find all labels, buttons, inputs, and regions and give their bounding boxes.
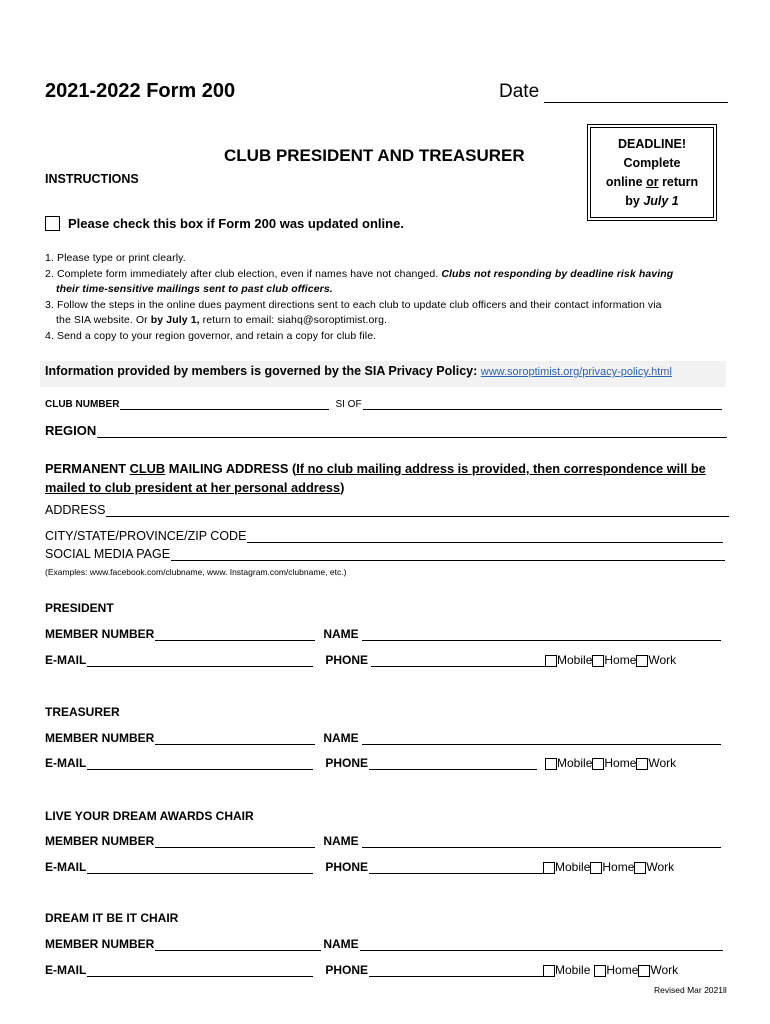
deadline-title: DEADLINE! <box>617 137 687 151</box>
instruction-4: 4. Send a copy to your region governor, and retain a copy for club file. <box>45 329 377 342</box>
si-of-input[interactable] <box>363 399 722 410</box>
president-name-input[interactable] <box>362 628 721 641</box>
president-phone-input[interactable] <box>371 654 545 667</box>
president-email-input[interactable] <box>87 654 313 667</box>
club-number-input[interactable] <box>120 399 329 410</box>
dibi-name-input[interactable] <box>360 938 723 951</box>
ldr-phone-input[interactable] <box>369 861 543 874</box>
address-label: ADDRESS <box>45 503 106 517</box>
president-row-2: E-MAIL PHONE Mobile Home Work <box>45 653 677 667</box>
city-row <box>45 529 723 543</box>
treasurer-phone-input[interactable] <box>369 757 537 770</box>
dibi-phone-input[interactable] <box>369 964 543 977</box>
treasurer-email-input[interactable] <box>87 757 313 770</box>
treasurer-member-number-input[interactable] <box>155 732 315 745</box>
treasurer-mobile-checkbox[interactable] <box>545 758 557 770</box>
revision-note: Revised Mar 2021ll <box>654 985 727 995</box>
treasurer-name-input[interactable] <box>362 732 721 745</box>
treasurer-heading: TREASURER <box>45 705 120 719</box>
date-input[interactable] <box>544 85 728 103</box>
updated-online-row <box>45 216 404 231</box>
treasurer-row-1: MEMBER NUMBER NAME <box>45 731 721 745</box>
social-label: SOCIAL MEDIA PAGE <box>45 547 171 561</box>
social-examples: (Examples: www.facebook.com/clubname, www. Instagram.com/clubname, etc.) <box>45 567 347 577</box>
ldr-name-input[interactable] <box>362 835 721 848</box>
ldr-mobile-checkbox[interactable] <box>543 862 555 874</box>
form-title: 2021-2022 Form 200 <box>45 80 236 102</box>
mailing-address-heading: PERMANENT CLUB MAILING ADDRESS (If no club mailing address is provided, then correspondence will be mailed to club president at her personal address) <box>45 461 706 495</box>
dibi-chair-heading: DREAM IT BE IT CHAIR <box>45 911 179 925</box>
dibi-member-number-input[interactable] <box>155 938 321 951</box>
president-heading: PRESIDENT <box>45 601 114 615</box>
address-input[interactable] <box>106 504 729 517</box>
president-member-number-input[interactable] <box>155 628 315 641</box>
instruction-1: 1. Please type or print clearly. <box>45 252 186 264</box>
social-input[interactable] <box>171 548 725 561</box>
dibi-email-input[interactable] <box>87 964 313 977</box>
ldr-home-checkbox[interactable] <box>590 862 602 874</box>
instruction-3: 3. Follow the steps in the online dues payment directions sent to each club to update club officers and their contact information via <box>45 298 662 311</box>
instructions-heading: INSTRUCTIONS <box>45 172 139 186</box>
address-row <box>45 503 729 517</box>
instructions-list: 1. Please type or print clearly. 2. Complete form immediately after club election, even if names have not changed. Clubs not responding by deadline risk having their time-sensitive mailings sent to past club officers. 3. Follow the steps in the online dues payment directions sent to each club to update club officers and their contact information via the SIA website. Or by July 1, return to email: siahq@soroptimist.org. 4. Send a copy to your region governor, and retain a copy for club file. <box>45 251 735 344</box>
treasurer-work-checkbox[interactable] <box>636 758 648 770</box>
club-number-row <box>45 399 722 410</box>
instruction-2: 2. Complete form immediately after club election, even if names have not changed. Clubs not responding by deadline risk having <box>45 267 674 280</box>
si-of-label: SI OF <box>335 399 362 410</box>
president-work-checkbox[interactable] <box>636 655 648 667</box>
dibi-row-2: E-MAIL PHONE Mobile Home Work <box>45 963 679 977</box>
dibi-work-checkbox[interactable] <box>638 965 650 977</box>
ldr-member-number-input[interactable] <box>155 835 315 848</box>
deadline-box: DEADLINE! Complete online or return by July 1 <box>587 124 717 221</box>
region-row <box>45 423 727 438</box>
date-label: Date <box>499 81 540 102</box>
ldr-row-2: E-MAIL PHONE Mobile Home Work <box>45 860 675 874</box>
updated-online-checkbox[interactable] <box>45 216 60 231</box>
dibi-mobile-checkbox[interactable] <box>543 965 555 977</box>
privacy-notice: Information provided by members is governed by the SIA Privacy Policy: www.soroptimist.org/privacy-policy.html <box>45 364 672 378</box>
president-mobile-checkbox[interactable] <box>545 655 557 667</box>
treasurer-home-checkbox[interactable] <box>592 758 604 770</box>
president-row-1: MEMBER NUMBER NAME <box>45 627 721 641</box>
date-field <box>499 81 728 103</box>
privacy-policy-link[interactable]: www.soroptimist.org/privacy-policy.html <box>480 366 672 378</box>
city-label: CITY/STATE/PROVINCE/ZIP CODE <box>45 529 247 543</box>
ldr-row-1: MEMBER NUMBER NAME <box>45 834 721 848</box>
ldr-work-checkbox[interactable] <box>634 862 646 874</box>
treasurer-row-2: E-MAIL PHONE Mobile Home Work <box>45 756 677 770</box>
social-row <box>45 547 725 561</box>
dibi-home-checkbox[interactable] <box>594 965 606 977</box>
president-home-checkbox[interactable] <box>592 655 604 667</box>
page-title: CLUB PRESIDENT AND TREASURER <box>224 146 525 165</box>
ldr-chair-heading: LIVE YOUR DREAM AWARDS CHAIR <box>45 809 254 823</box>
region-input[interactable] <box>97 424 727 438</box>
region-label: REGION <box>45 423 97 438</box>
ldr-email-input[interactable] <box>87 861 313 874</box>
club-number-label: CLUB NUMBER <box>45 399 120 410</box>
updated-online-label: Please check this box if Form 200 was updated online. <box>68 216 404 231</box>
city-input[interactable] <box>247 530 723 543</box>
dibi-row-1: MEMBER NUMBER NAME <box>45 937 723 951</box>
